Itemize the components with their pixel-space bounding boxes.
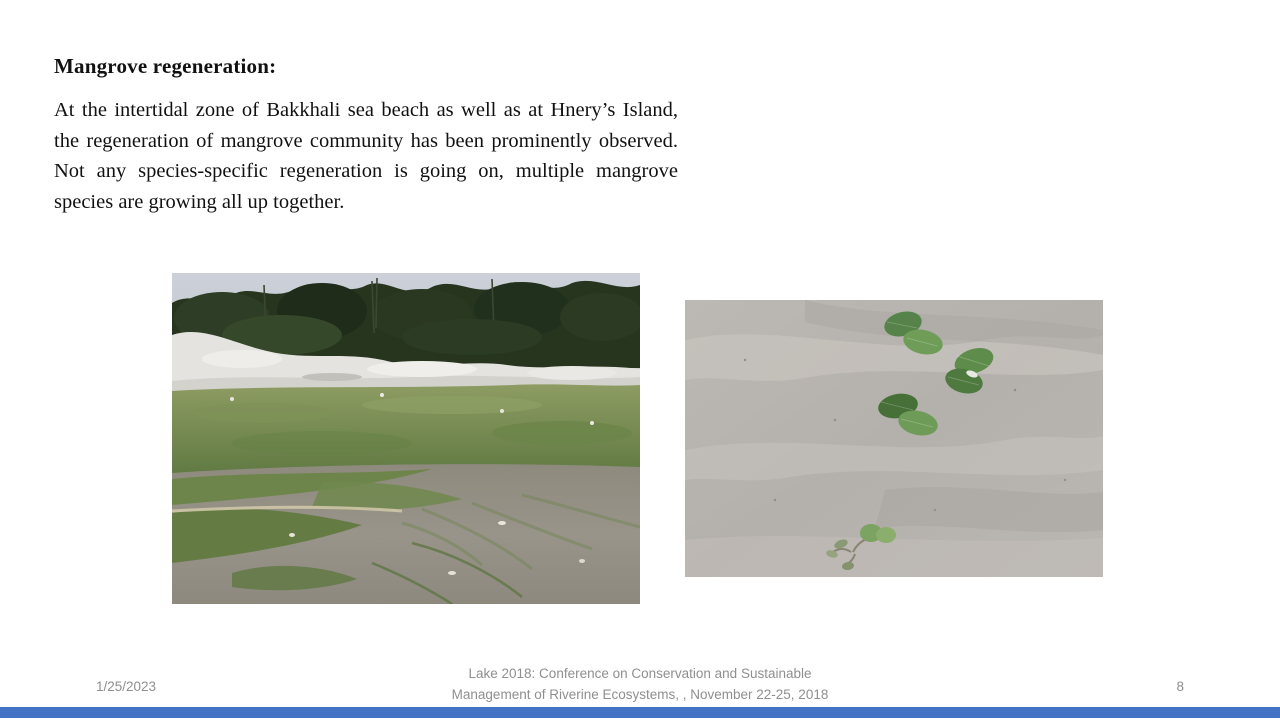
beach-meadow-photo [172,273,640,604]
mud-foreground [172,464,640,604]
beach-meadow-illustration [172,273,640,604]
slide-page-number: 8 [1176,679,1184,694]
sand-seedlings-photo [685,300,1103,577]
grass-meadow [172,384,640,477]
sand-seedlings-illustration [685,300,1103,577]
bottom-accent-bar [0,707,1280,718]
slide-title: Mangrove regeneration: [54,54,277,78]
footer-conference-title [340,664,940,705]
footer-conference-line1: Lake 2018: Conference on Conservation and Sustainable [468,666,812,681]
slide-body-paragraph: At the intertidal zone of Bakkhali sea beach as well as at Hnery’s Island, the regeneration of mangrove community has been prominently observed. Not any species-specific regeneration is going on, multiple mangrove species are growing all up together. [54,99,678,213]
footer-date: 1/25/2023 [96,679,157,694]
footer-conference-line2: Management of Riverine Ecosystems, , November 22-25, 2018 [451,686,829,702]
